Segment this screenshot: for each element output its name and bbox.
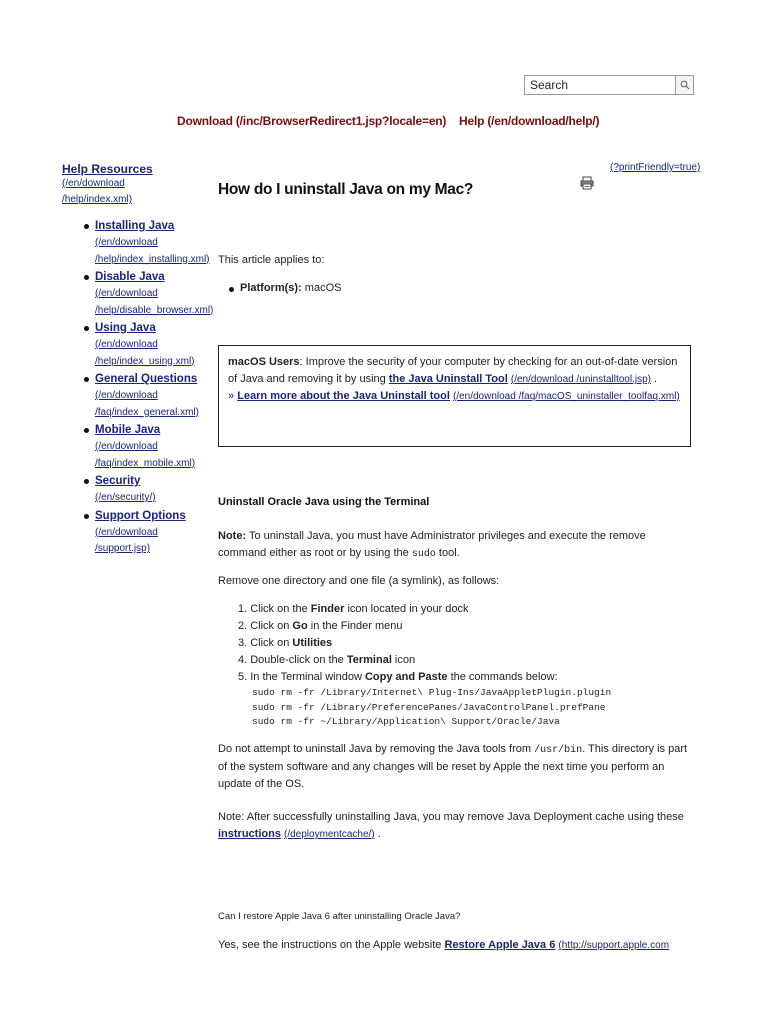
- step-bold: Go: [292, 620, 308, 632]
- terminal-command[interactable]: sudo rm -fr /Library/PreferencePanes/JavaControlPanel.prefPane: [252, 701, 606, 713]
- sidebar-path[interactable]: /help/disable_browser.xml): [95, 304, 214, 316]
- uninstall-tool-link[interactable]: the Java Uninstall Tool: [388, 373, 508, 385]
- sidebar-path[interactable]: (/en/download: [95, 441, 158, 452]
- note-text: To uninstall Java, you must have Administrator privileges and execute the remove command either as root or by using the: [218, 530, 646, 559]
- step-text: in the Finder menu: [307, 620, 403, 632]
- search-input[interactable]: [525, 76, 675, 94]
- instructions-path[interactable]: (/deploymentcache/): [284, 829, 375, 840]
- sidebar-link-mobile-java[interactable]: Mobile Java: [95, 424, 161, 436]
- sidebar-item-general-questions: [83, 371, 232, 421]
- terminal-command[interactable]: sudo rm -fr ~/Library/Application\ Support/Oracle/Java: [252, 716, 560, 727]
- step-text: 5. In the Terminal window: [238, 671, 365, 683]
- step-bold: Utilities: [292, 637, 333, 649]
- nav-help-path: (/en/download/help/): [487, 114, 600, 128]
- learn-more-link[interactable]: Learn more about the Java Uninstall tool: [237, 390, 450, 402]
- sidebar-link-support-options[interactable]: Support Options: [95, 509, 186, 522]
- nav-download[interactable]: [177, 114, 446, 128]
- sidebar-path[interactable]: (/en/download: [95, 288, 158, 299]
- help-resources-path[interactable]: (/en/download: [62, 178, 125, 189]
- notice-lead: macOS Users: [228, 356, 300, 368]
- step-item: [238, 652, 611, 669]
- faq-question: Can I restore Apple Java 6 after uninstalling Oracle Java?: [218, 911, 461, 922]
- faq-answer-text: Yes, see the instructions on the Apple website: [218, 939, 445, 951]
- note2-text: Note: After successfully uninstalling Java, you may remove Java Deployment cache using these: [218, 811, 684, 823]
- sidebar-item-disable-java: [83, 269, 232, 319]
- page-title: How do I uninstall Java on my Mac?: [218, 181, 474, 198]
- sidebar-path[interactable]: /faq/index_mobile.xml): [95, 457, 196, 469]
- step-text: 4. Double-click on the: [238, 654, 347, 666]
- nav-help-label: Help: [459, 114, 485, 128]
- sidebar-item-installing-java: [83, 218, 232, 268]
- terminal-command[interactable]: sudo rm -fr /Library/Internet\ Plug-Ins/JavaAppletPlugin.plugin: [252, 687, 612, 698]
- help-resources-link[interactable]: Help Resources: [62, 162, 153, 176]
- step-bold: Copy and Paste: [364, 671, 448, 683]
- step-item: [238, 618, 611, 635]
- printer-icon[interactable]: [580, 176, 594, 190]
- note2-paragraph: [218, 809, 693, 843]
- sidebar-path[interactable]: /help/index_using.xml): [95, 355, 195, 367]
- uninstall-tool-path[interactable]: (/en/download /uninstalltool.jsp): [510, 374, 651, 385]
- nav-help[interactable]: [459, 114, 599, 128]
- faq-answer: [218, 937, 698, 954]
- sidebar-path[interactable]: /support.jsp): [95, 543, 151, 554]
- sidebar-path[interactable]: (/en/download: [95, 390, 158, 401]
- sidebar-link-security[interactable]: Security: [95, 475, 141, 487]
- step-item: [238, 635, 611, 652]
- restore-java-path[interactable]: (http://support.apple.com: [558, 940, 670, 951]
- platform-item: [240, 282, 341, 294]
- sidebar-list: [62, 218, 232, 558]
- sidebar-item-support-options: [83, 508, 232, 558]
- search-box: [524, 75, 694, 95]
- step-item: [238, 669, 611, 730]
- sidebar-link-installing-java[interactable]: Installing Java: [95, 220, 175, 232]
- platform-value: macOS: [304, 282, 342, 294]
- warning-paragraph: [218, 741, 693, 793]
- learn-more-path[interactable]: (/en/download /faq/macOS_uninstaller_toolfaq.xml): [452, 391, 680, 402]
- notice-text: : Improve the security of your computer by checking for an out-of-date version of Java and removing it by using: [228, 356, 678, 385]
- nav-download-path: (/inc/BrowserRedirect1.jsp?locale=en): [235, 114, 447, 128]
- note-label: Note:: [218, 530, 247, 542]
- sidebar-path[interactable]: (/en/download: [95, 526, 158, 538]
- instructions-link[interactable]: instructions: [218, 828, 281, 840]
- note-code: sudo: [411, 549, 436, 560]
- note-paragraph: [218, 528, 693, 563]
- notice-text-end: .: [650, 373, 658, 385]
- restore-java-link[interactable]: Restore Apple Java 6: [444, 939, 556, 951]
- warning-code: /usr/bin: [534, 745, 583, 756]
- sidebar-path[interactable]: /help/index_installing.xml): [95, 253, 210, 265]
- step-bold: Finder: [310, 603, 345, 615]
- step-text: 3. Click on: [238, 637, 293, 649]
- sidebar-item-using-java: [83, 320, 232, 370]
- sidebar-link-disable-java[interactable]: Disable Java: [95, 271, 165, 283]
- step-text: icon: [391, 654, 416, 666]
- sidebar-path[interactable]: (/en/download: [95, 339, 158, 350]
- search-button[interactable]: [675, 76, 693, 94]
- step-text: icon located in your dock: [344, 603, 469, 615]
- steps-list: [238, 601, 611, 730]
- sidebar-path[interactable]: (/en/security/): [95, 492, 156, 503]
- warning-text: . This directory is part of the system software and any changes will be reset by Apple the next time you perform an update of the OS.: [218, 743, 688, 790]
- sidebar-item-mobile-java: [83, 422, 232, 472]
- warning-text: Do not attempt to uninstall Java by removing the Java tools from: [218, 743, 535, 755]
- sidebar-item-security: [83, 473, 232, 507]
- notice-box: [218, 345, 691, 447]
- sidebar-path[interactable]: (/en/download: [95, 237, 158, 248]
- note2-end: .: [374, 828, 381, 840]
- step-text: 1. Click on the: [238, 603, 311, 615]
- step-text: the commands below:: [447, 671, 558, 683]
- nav-download-label: Download: [177, 114, 233, 128]
- sidebar-path[interactable]: /faq/index_general.xml): [95, 406, 199, 418]
- notice-more-prefix: »: [228, 390, 238, 402]
- print-friendly-link[interactable]: (?printFriendly=true): [610, 162, 701, 173]
- step-item: [238, 601, 611, 618]
- help-resources-path[interactable]: /help/index.xml): [62, 194, 133, 205]
- applies-to-label: This article applies to:: [218, 254, 325, 266]
- remove-intro: Remove one directory and one file (a symlink), as follows:: [218, 575, 500, 587]
- sidebar-link-general-questions[interactable]: General Questions: [95, 373, 198, 385]
- note-end: tool.: [435, 547, 460, 559]
- section-title: Uninstall Oracle Java using the Terminal: [218, 496, 430, 508]
- search-icon: [680, 80, 690, 90]
- sidebar: [62, 162, 232, 559]
- step-bold: Terminal: [346, 654, 392, 666]
- step-text: 2. Click on: [238, 620, 293, 632]
- platform-label: Platform(s):: [240, 282, 302, 294]
- sidebar-link-using-java[interactable]: Using Java: [95, 322, 156, 334]
